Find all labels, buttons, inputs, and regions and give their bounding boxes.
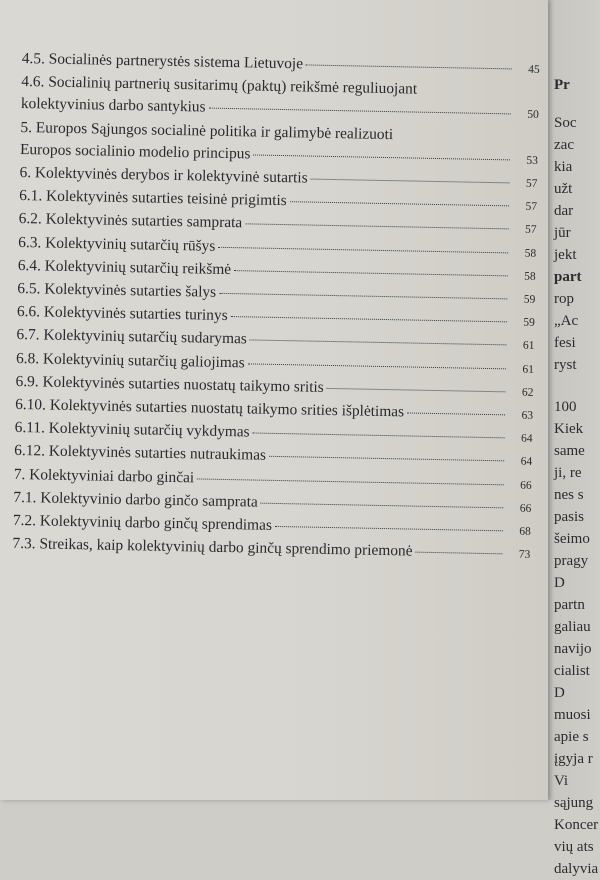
toc-entry-title: 4.6. Socialinių partnerių susitarimų (paktų) reikšmė reguliuojant	[21, 73, 418, 98]
facing-page-text: nes s	[554, 487, 584, 503]
facing-page-text: Soc	[554, 115, 577, 131]
toc-page-number: 63	[521, 409, 534, 422]
dot-leader	[253, 153, 510, 160]
facing-page-text: zac	[554, 137, 574, 153]
dot-leader	[253, 432, 505, 439]
dot-leader	[311, 178, 510, 184]
toc-page-number: 45	[528, 63, 540, 76]
facing-page-text: „Ac	[554, 313, 579, 329]
dot-leader	[218, 245, 508, 253]
dot-leader	[275, 525, 503, 531]
dot-leader	[306, 63, 512, 69]
facing-page-text: partn	[554, 597, 585, 613]
facing-page-text: vių ats	[554, 839, 594, 855]
dot-leader	[209, 107, 511, 115]
toc-page-number: 57	[524, 224, 537, 237]
facing-page-text: cialist	[554, 663, 590, 679]
facing-page-text: užt	[554, 181, 573, 197]
dot-leader	[248, 362, 506, 369]
dot-leader	[290, 200, 509, 206]
dot-leader	[197, 477, 504, 485]
facing-page-text: muosi	[554, 707, 591, 723]
toc-entry-title: 6.6. Kolektyvinės sutarties turinys	[16, 303, 228, 325]
toc-page-number: 53	[526, 154, 539, 167]
facing-page-text: pasis	[554, 509, 584, 525]
dot-leader	[231, 315, 507, 322]
facing-page-text: Vi	[554, 773, 569, 789]
toc-page-number: 73	[518, 548, 531, 562]
facing-page-text: kia	[554, 159, 573, 175]
toc-entry-title: 6.7. Kolektyvinių sutarčių sudarymas	[16, 326, 248, 348]
toc-entry-title: 6.11. Kolektyvinių sutarčių vykdymas	[14, 419, 250, 441]
facing-page-text: rop	[554, 291, 574, 307]
facing-page-text: šeimo	[554, 531, 590, 547]
toc-entry-title: 6.12. Kolektyvinės sutarties nutraukimas	[14, 442, 267, 465]
toc-page-number: 61	[522, 363, 535, 376]
facing-page-text: galiau	[554, 619, 591, 635]
toc-page-number: 66	[519, 502, 532, 515]
dot-leader	[219, 292, 507, 300]
dot-leader	[327, 387, 506, 392]
facing-page-text: ryst	[554, 357, 577, 373]
toc-page-number: 59	[523, 293, 536, 306]
toc-entry-title: 6.1. Kolektyvinės sutarties teisinė prigimtis	[19, 187, 287, 210]
toc-page-number: 50	[527, 109, 539, 122]
facing-page-text: 100	[554, 399, 577, 415]
facing-book-page	[548, 0, 600, 877]
facing-page-text: pragy	[554, 553, 589, 569]
facing-page-text: fesi	[554, 335, 576, 351]
toc-page-number: 64	[520, 456, 533, 469]
toc-entry-title: 5. Europos Sąjungos socialinė politika ir galimybė realizuoti	[20, 118, 394, 143]
facing-page-text: dalyvia	[554, 861, 599, 877]
toc-entry-title: 7. Kolektyviniai darbo ginčai	[13, 465, 195, 487]
facing-page-text: ji, re	[554, 465, 582, 481]
toc-page-number: 58	[524, 270, 536, 283]
facing-page-text: D	[554, 685, 565, 701]
facing-page-text: Kiek	[554, 421, 584, 437]
toc-page-number: 64	[520, 432, 533, 446]
facing-page-text: same	[554, 443, 585, 459]
toc-entry-title: 6.9. Kolektyvinės sutarties nuostatų taikymo sritis	[15, 372, 324, 396]
toc-page-number: 68	[519, 525, 531, 538]
dot-leader	[407, 412, 505, 416]
toc-entry-title: 6.2. Kolektyvinės sutarties samprata	[18, 210, 243, 232]
dot-leader	[261, 502, 504, 509]
facing-page-text: sąjung	[554, 795, 594, 811]
toc-entry-continuation: kolektyvinius darbo santykius	[20, 95, 206, 116]
toc-entry-title: 7.1. Kolektyvinio darbo ginčo samprata	[13, 488, 258, 511]
toc-entry-title: 6.8. Kolektyvinių sutarčių galiojimas	[15, 349, 245, 371]
facing-page-text: D	[554, 575, 565, 591]
toc-entry-title: 6.5. Kolektyvinės sutarties šalys	[17, 279, 217, 301]
toc-entry-title: 7.3. Streikas, kaip kolektyvinių darbo ginčų sprendimo priemonė	[12, 535, 413, 560]
toc-page-number: 59	[523, 316, 535, 330]
dot-leader	[250, 339, 507, 346]
facing-page-text: įgyja r	[554, 751, 593, 767]
dot-leader	[269, 455, 504, 462]
toc-entry-title: 7.2. Kolektyvinių darbo ginčų sprendimas	[12, 511, 273, 534]
toc-entry-title: 6.4. Kolektyvinių sutarčių reikšmė	[17, 256, 232, 278]
facing-page-text: jūr	[554, 225, 571, 241]
dot-leader	[245, 223, 508, 230]
facing-page-text: part	[554, 269, 582, 285]
facing-page-text: apie s	[554, 729, 589, 745]
toc-entry-title: 6.3. Kolektyvinių sutarčių rūšys	[18, 233, 216, 255]
facing-page-text: Pr	[554, 77, 570, 93]
toc-page-number: 62	[521, 386, 534, 399]
facing-page-text: Koncer	[554, 817, 599, 833]
toc-entry-title: 6.10. Kolektyvinės sutarties nuostatų taikymo srities išplėtimas	[14, 395, 405, 421]
dot-leader	[234, 269, 508, 276]
toc-entry-title: 4.5. Socialinės partnerystės sistema Lietuvoje	[21, 49, 304, 73]
toc-page-number: 58	[524, 247, 537, 260]
dot-leader	[415, 551, 502, 555]
toc-entry-title: 6. Kolektyvinės derybos ir kolektyvinė sutartis	[19, 163, 308, 187]
toc-page-number: 61	[522, 340, 535, 353]
facing-page-text: navijo	[554, 641, 592, 657]
toc-page-number: 66	[520, 479, 532, 492]
toc-entry-continuation: Europos socialinio modelio principus	[19, 140, 251, 163]
facing-page-text: dar	[554, 203, 574, 219]
table-of-contents	[12, 48, 540, 566]
facing-page-text: jekt	[554, 247, 577, 263]
toc-page-number: 57	[525, 200, 538, 214]
toc-page-number: 57	[525, 177, 538, 190]
